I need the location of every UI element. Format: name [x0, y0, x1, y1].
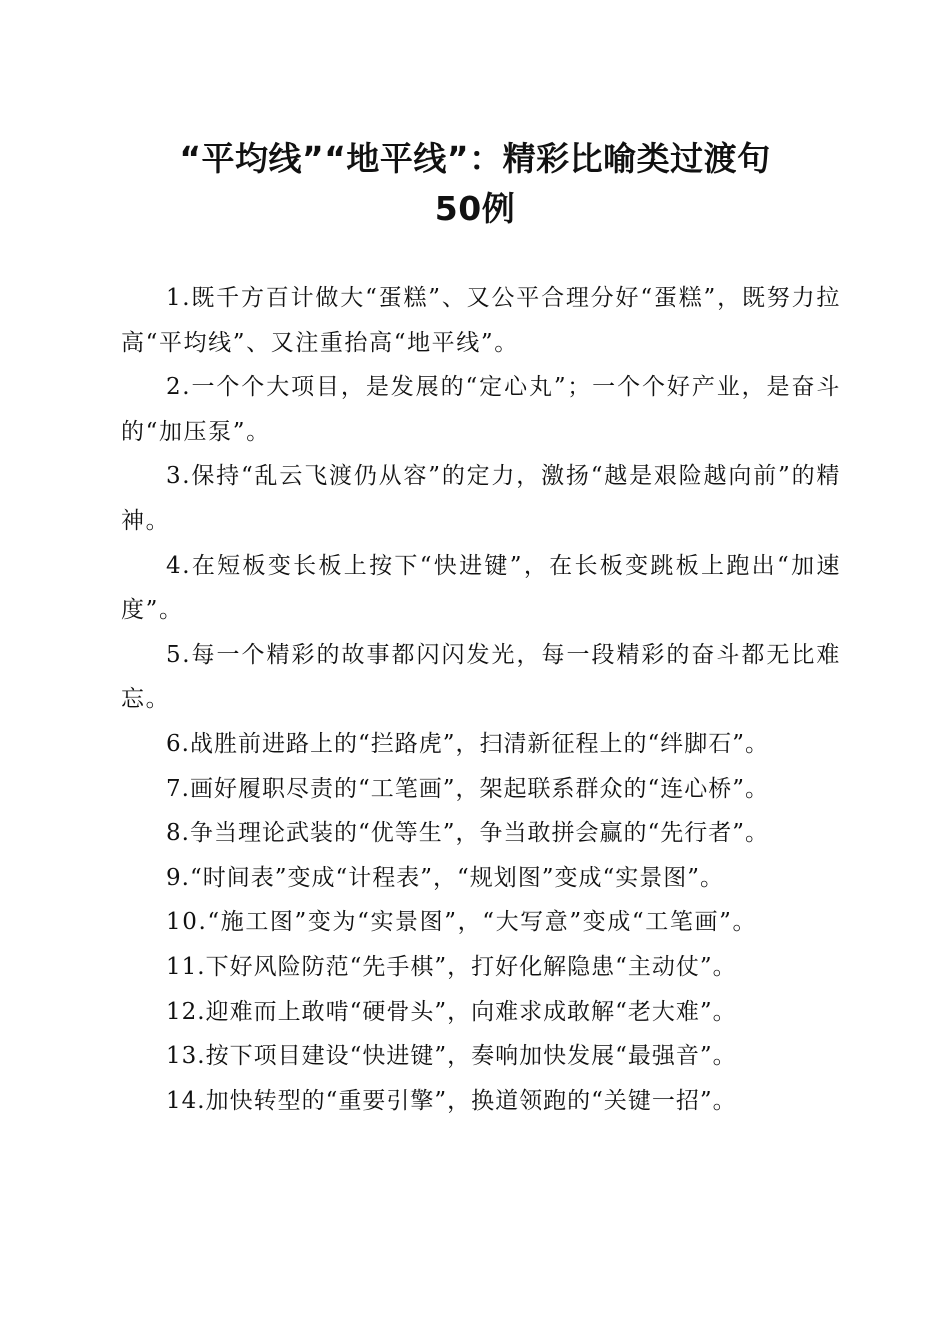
paragraph-11: 11.下好风险防范“先手棋”，打好化解隐患“主动仗”。 — [166, 953, 737, 980]
paragraph-9: 9.“时间表”变成“计程表”，“规划图”变成“实景图”。 — [166, 864, 725, 891]
paragraph-7: 7.画好履职尽责的“工笔画”，架起联系群众的“连心桥”。 — [166, 775, 769, 802]
paragraph-4: 4.在短板变长板上按下“快进键”，在长板变跳板上跑出“加速度”。 — [121, 552, 841, 624]
paragraph-10: 10.“施工图”变为“实景图”，“大写意”变成“工笔画”。 — [166, 909, 758, 936]
paragraph-8: 8.争当理论武装的“优等生”，争当敢拼会赢的“先行者”。 — [166, 820, 769, 847]
paragraph-5: 5.每一个精彩的故事都闪闪发光，每一段精彩的奋斗都无比难忘。 — [121, 641, 841, 713]
title-line-1: “平均线”“地平线”：精彩比喻类过渡句 — [179, 139, 771, 178]
paragraph-14: 14.加快转型的“重要引擎”，换道领跑的“关键一招”。 — [166, 1087, 737, 1114]
document-body — [121, 276, 841, 1123]
title-line-2: 50例 — [434, 189, 516, 228]
paragraph-3: 3.保持“乱云飞渡仍从容”的定力，激扬“越是艰险越向前”的精神。 — [121, 463, 841, 534]
paragraph-13: 13.按下项目建设“快进键”，奏响加快发展“最强音”。 — [166, 1043, 737, 1070]
document-title — [110, 134, 840, 234]
paragraph-1: 1.既千方百计做大“蛋糕”、又公平合理分好“蛋糕”，既努力拉高“平均线”、又注重抬高“地平线”。 — [121, 285, 841, 356]
paragraph-12: 12.迎难而上敢啃“硬骨头”，向难求成敢解“老大难”。 — [166, 998, 737, 1025]
paragraph-6: 6.战胜前进路上的“拦路虎”，扫清新征程上的“绊脚石”。 — [166, 730, 769, 757]
paragraph-2: 2.一个个大项目，是发展的“定心丸”；一个个好产业，是奋斗的“加压泵”。 — [121, 374, 841, 445]
